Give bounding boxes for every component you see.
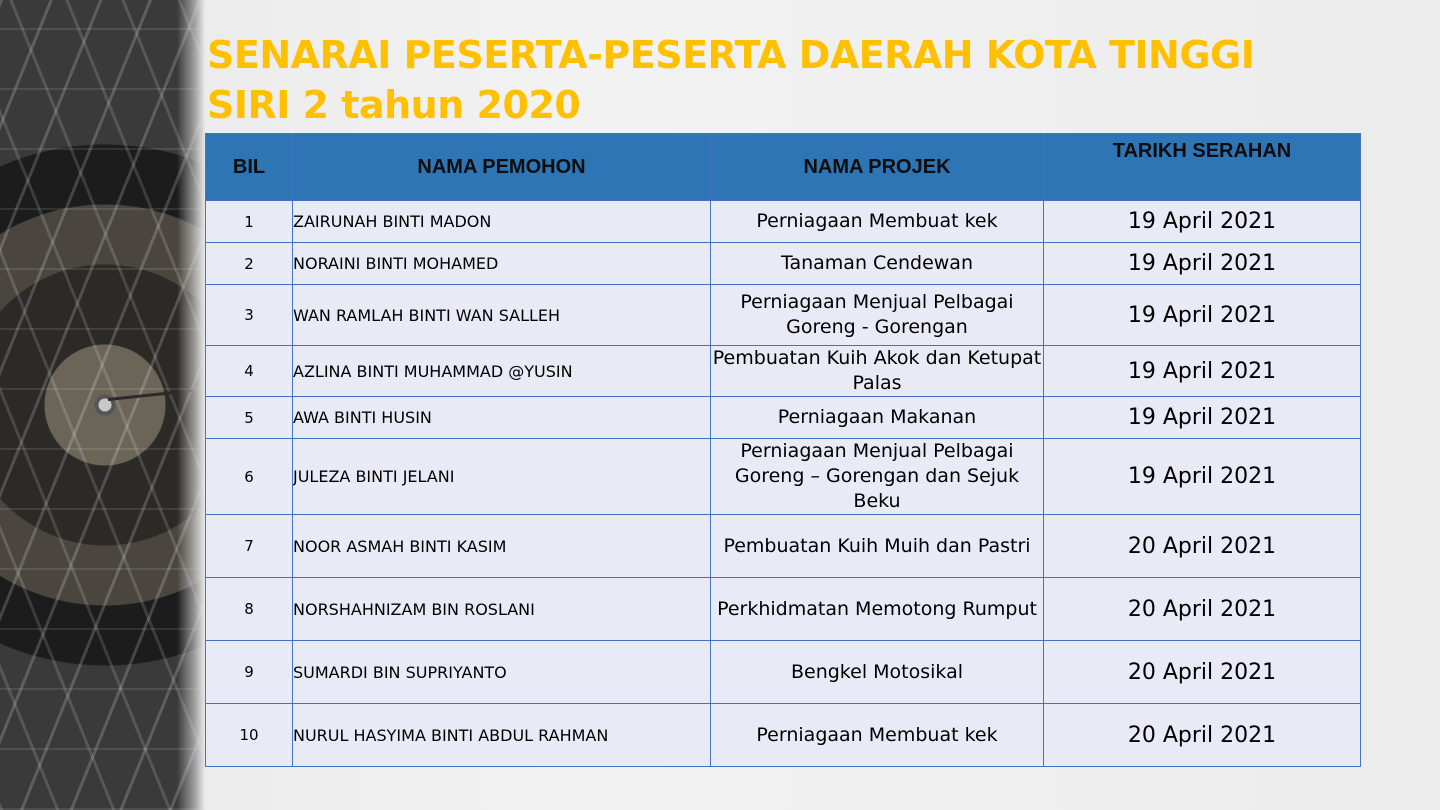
cell-tarikh: 19 April 2021 [1044, 346, 1361, 397]
cell-nama: NORAINI BINTI MOHAMED [293, 243, 711, 285]
cell-nama: AZLINA BINTI MUHAMMAD @YUSIN [293, 346, 711, 397]
cell-nama: NURUL HASYIMA BINTI ABDUL RAHMAN [293, 704, 711, 767]
cell-bil: 4 [206, 346, 293, 397]
table-row [206, 515, 1361, 578]
table-row [206, 704, 1361, 767]
cell-projek: Perniagaan Menjual Pelbagai Goreng - Gorengan [711, 285, 1044, 346]
dartboard-image [0, 0, 205, 810]
header-tarikh-serahan: TARIKH SERAHAN [1044, 134, 1361, 201]
header-nama-pemohon: NAMA PEMOHON [293, 134, 711, 201]
table-row [206, 641, 1361, 704]
cell-tarikh: 20 April 2021 [1044, 515, 1361, 578]
cell-tarikh: 20 April 2021 [1044, 578, 1361, 641]
table-row [206, 397, 1361, 439]
cell-projek: Tanaman Cendewan [711, 243, 1044, 285]
cell-projek: Pembuatan Kuih Muih dan Pastri [711, 515, 1044, 578]
cell-tarikh: 19 April 2021 [1044, 439, 1361, 515]
slide-title-line-1: SENARAI PESERTA-PESERTA DAERAH KOTA TINGGI [207, 33, 1255, 77]
cell-projek: Bengkel Motosikal [711, 641, 1044, 704]
cell-projek: Perniagaan Membuat kek [711, 704, 1044, 767]
cell-projek: Pembuatan Kuih Akok dan Ketupat Palas [711, 346, 1044, 397]
cell-tarikh: 19 April 2021 [1044, 201, 1361, 243]
participants-table [205, 133, 1361, 767]
table-row [206, 243, 1361, 285]
cell-bil: 5 [206, 397, 293, 439]
cell-bil: 8 [206, 578, 293, 641]
cell-bil: 2 [206, 243, 293, 285]
cell-projek: Perniagaan Menjual Pelbagai Goreng – Gorengan dan Sejuk Beku [711, 439, 1044, 515]
cell-bil: 1 [206, 201, 293, 243]
table-row [206, 201, 1361, 243]
cell-bil: 3 [206, 285, 293, 346]
cell-bil: 10 [206, 704, 293, 767]
cell-projek: Perniagaan Membuat kek [711, 201, 1044, 243]
table-header-row [206, 134, 1361, 201]
cell-bil: 9 [206, 641, 293, 704]
header-bil: BIL [206, 134, 293, 201]
cell-nama: NORSHAHNIZAM BIN ROSLANI [293, 578, 711, 641]
cell-projek: Perkhidmatan Memotong Rumput [711, 578, 1044, 641]
cell-nama: SUMARDI BIN SUPRIYANTO [293, 641, 711, 704]
cell-bil: 6 [206, 439, 293, 515]
slide-title-line-2: SIRI 2 tahun 2020 [207, 83, 581, 127]
cell-nama: JULEZA BINTI JELANI [293, 439, 711, 515]
table-row [206, 439, 1361, 515]
cell-tarikh: 19 April 2021 [1044, 397, 1361, 439]
cell-tarikh: 20 April 2021 [1044, 641, 1361, 704]
dart-needle [108, 388, 205, 401]
table-row [206, 285, 1361, 346]
cell-tarikh: 19 April 2021 [1044, 243, 1361, 285]
table-row [206, 578, 1361, 641]
cell-tarikh: 19 April 2021 [1044, 285, 1361, 346]
cell-nama: NOOR ASMAH BINTI KASIM [293, 515, 711, 578]
table-row [206, 346, 1361, 397]
slide-title [207, 30, 1407, 130]
cell-nama: AWA BINTI HUSIN [293, 397, 711, 439]
cell-tarikh: 20 April 2021 [1044, 704, 1361, 767]
cell-nama: ZAIRUNAH BINTI MADON [293, 201, 711, 243]
cell-bil: 7 [206, 515, 293, 578]
cell-projek: Perniagaan Makanan [711, 397, 1044, 439]
header-nama-projek: NAMA PROJEK [711, 134, 1044, 201]
cell-nama: WAN RAMLAH BINTI WAN SALLEH [293, 285, 711, 346]
